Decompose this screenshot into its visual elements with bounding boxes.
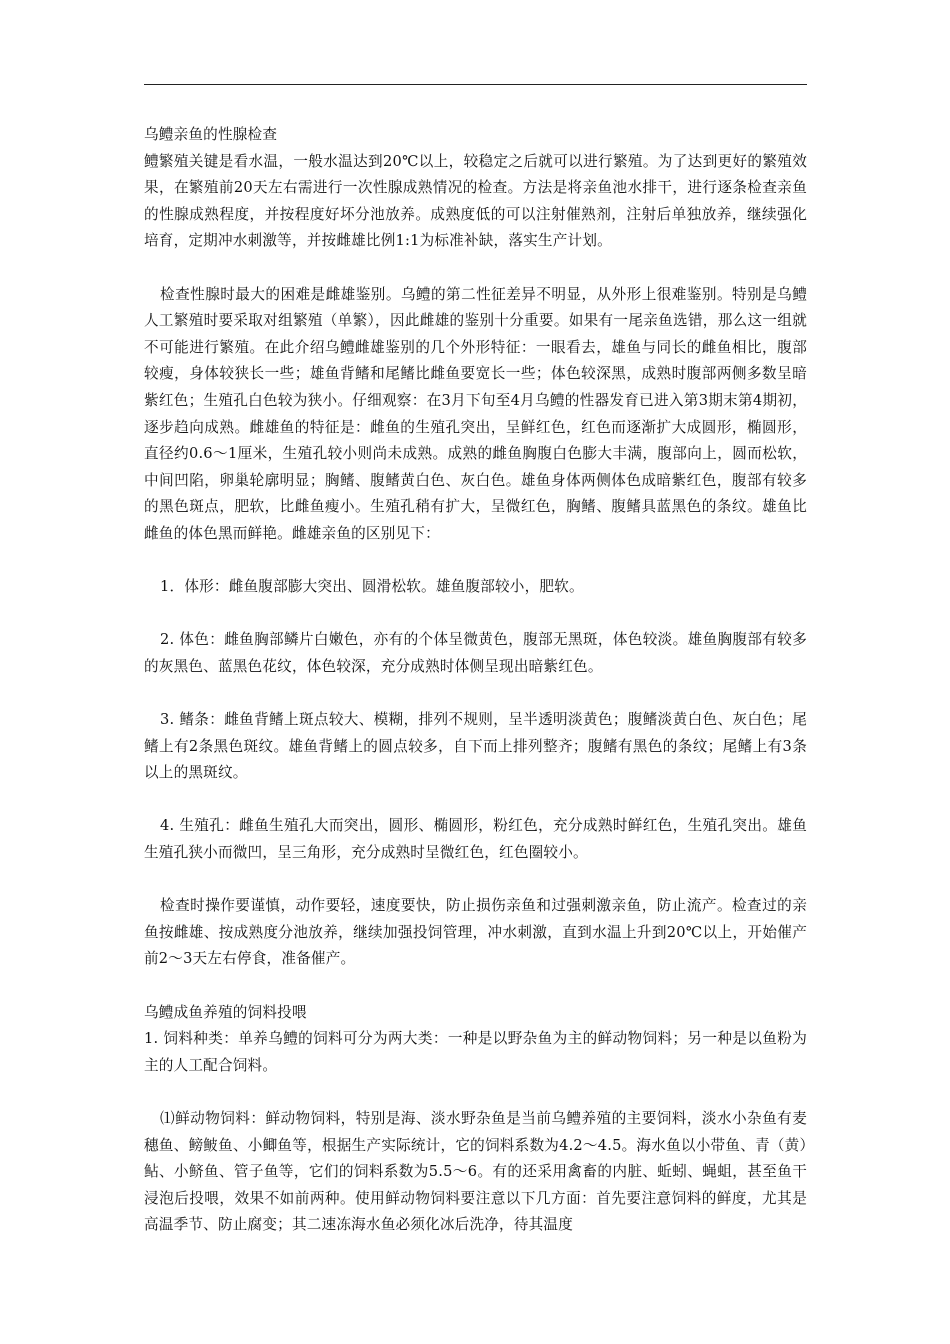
section-title-gonad-check: 乌鳢亲鱼的性腺检查 [144, 126, 278, 143]
paragraph-closing: 检查时操作要谨慎，动作要轻，速度要快，防止损伤亲鱼和过强刺激亲鱼，防止流产。检查过的亲鱼按雌雄、按成熟度分池放养，继续加强投饲管理，冲水刺激，直到水温上升到20℃以上，开始催产前2～3天左右停食，准备催产。 [144, 897, 807, 968]
list-item-genital-pore: 4. 生殖孔：雌鱼生殖孔大而突出，圆形、椭圆形，粉红色，充分成熟时鲜红色，生殖孔突出。雄鱼生殖孔狭小而微凹，呈三角形，充分成熟时呈微红色，红色圈较小。 [144, 817, 807, 862]
paragraph-intro: 鳢繁殖关键是看水温，一般水温达到20℃以上，较稳定之后就可以进行繁殖。为了达到更好的繁殖效果，在繁殖前20天左右需进行一次性腺成熟情况的检查。方法是将亲鱼池水排干，进行逐条检查亲鱼的性腺成熟程度，并按程度好坏分池放养。成熟度低的可以注射催熟剂，注射后单独放养，继续强化培育，定期冲水刺激等，并按雌雄比例1:1为标准补缺，落实生产计划。 [144, 152, 807, 250]
document-page [144, 0, 807, 1344]
header-rule [144, 84, 807, 85]
list-item-body-color: 2. 体色：雌鱼胸部鳞片白嫩色，亦有的个体呈微黄色，腹部无黑斑，体色较淡。雄鱼胸腹部有较多的灰黑色、蓝黑色花纹，体色较深，充分成熟时体侧呈现出暗紫红色。 [144, 631, 807, 675]
paragraph-sex-identification: 检查性腺时最大的困难是雌雄鉴别。乌鳢的第二性征差异不明显，从外形上很难鉴别。特别是乌鳢人工繁殖时要采取对组繁殖（单繁），因此雌雄的鉴别十分重要。如果有一尾亲鱼选错，那么这一组就不可能进行繁殖。在此介绍乌鳢雌雄鉴别的几个外形特征：一眼看去，雄鱼与同长的雌鱼相比，腹部较瘦，身体较狭长一些；雄鱼背鳍和尾鳍比雌鱼要宽长一些；体色较深黑，成熟时腹部两侧多数呈暗紫红色；生殖孔白色较为狭小。仔细观察：在3月下旬至4月乌鳢的性器发育已进入第3期末第4期初，逐步趋向成熟。雌雄鱼的特征是：雌鱼的生殖孔突出，呈鲜红色，红色而逐渐扩大成圆形，椭圆形，直径约0.6～1厘米，生殖孔较小则尚未成熟。成熟的雌鱼胸腹白色膨大丰满，腹部向上，圆而松软，中间凹陷，卵巢轮廓明显；胸鳍、腹鳍黄白色、灰白色。雄鱼身体两侧体色成暗紫红色，腹部有较多的黑色斑点，肥软，比雌鱼瘦小。生殖孔稍有扩大，呈微红色，胸鳍、腹鳍具蓝黑色的条纹。雄鱼比雌鱼的体色黑而鲜艳。雌雄亲鱼的区别见下： [144, 285, 807, 542]
list-item-body-shape: 1．体形：雌鱼腹部膨大突出、圆滑松软。雄鱼腹部较小，肥软。 [160, 578, 584, 596]
list-item-fins: 3. 鳍条：雌鱼背鳍上斑点较大、模糊，排列不规则，呈半透明淡黄色；腹鳍淡黄白色、灰白色；尾鳍上有2条黑色斑纹。雄鱼背鳍上的圆点较多，自下而上排列整齐；腹鳍有黑色的条纹；尾鳍上有3条以上的黑斑纹。 [144, 711, 807, 782]
document-body [144, 122, 807, 1239]
paragraph-feed-types: 1. 饲料种类：单养乌鳢的饲料可分为两大类：一种是以野杂鱼为主的鲜动物饲料；另一种是以鱼粉为主的人工配合饲料。 [144, 1030, 807, 1074]
paragraph-fresh-feed: ⑴鲜动物饲料：鲜动物饲料，特别是海、淡水野杂鱼是当前乌鳢养殖的主要饲料，淡水小杂鱼有麦穗鱼、鳑鲏鱼、小鲫鱼等，根据生产实际统计，它的饲料系数为4.2～4.5。海水鱼以小带鱼、青（黄）鲇、小鲚鱼、管子鱼等，它们的饲料系数为5.5～6。有的还采用禽畜的内脏、蚯蚓、蝇蛆，甚至鱼干浸泡后投喂，效果不如前两种。使用鲜动物饲料要注意以下几方面：首先要注意饲料的鲜度，尤其是高温季节、防止腐变；其二速冻海水鱼必须化冰后洗净，待其温度 [144, 1109, 807, 1234]
section-title-feeding: 乌鳢成鱼养殖的饲料投喂 [144, 1003, 307, 1021]
